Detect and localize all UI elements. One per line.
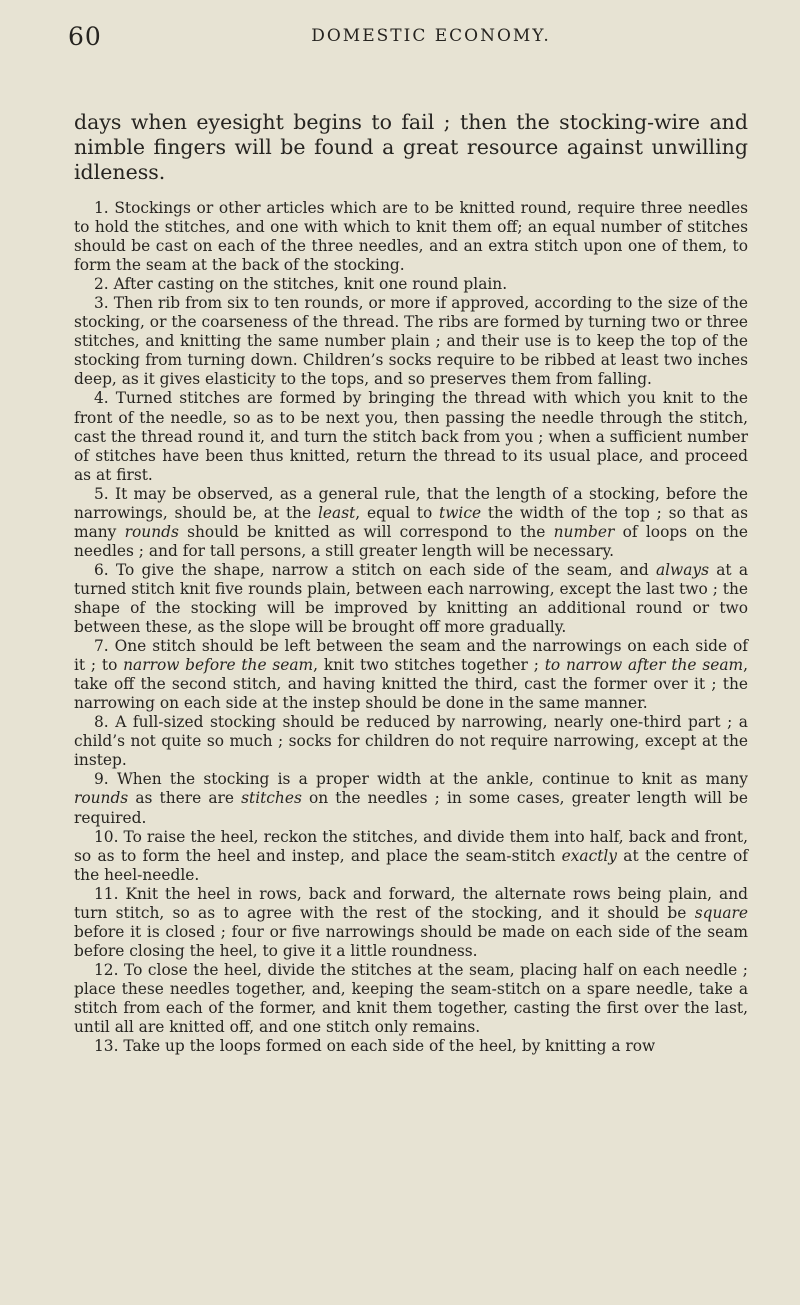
rule-text: To close the heel, divide the stitches at the seam, placing half on each needle ; place these needles together, and, keeping the seam-stitch on a spare needle, take a stitch from each of the former, and knit them together, casting the first over the last, until all are knitted off, and one stitch only remains. <box>74 960 748 1037</box>
rule-text: at a turned stitch knit five rounds plain, between each narrowing, except the last two ; the shape of the stocking will be improved by knitting an additional round or two between these, as the slope will be brought off more gradually. <box>74 560 748 637</box>
rule-number: 12. <box>94 960 119 979</box>
intro-paragraph: days when eyesight begins to fail ; then the stocking-wire and nimble fingers will be found a great resource against unwilling idleness. <box>74 110 748 184</box>
rule-paragraph <box>74 389 748 484</box>
rule-text: should be knitted as will correspond to the <box>178 522 554 541</box>
rule-number: 4. <box>94 389 109 408</box>
knitting-rules <box>74 199 748 1056</box>
page-number: 60 <box>68 22 102 51</box>
rule-paragraph <box>74 637 748 713</box>
rule-text: Take up the loops formed on each side of the heel, by knitting a row <box>123 1037 656 1056</box>
rule-number: 1. <box>94 199 109 217</box>
rule-emphasis: to narrow after the seam <box>544 656 744 675</box>
rule-number: 6. <box>94 560 109 579</box>
rule-paragraph <box>74 770 748 827</box>
rule-number: 9. <box>94 770 109 789</box>
rule-text: A full-sized stocking should be reduced by narrowing, nearly one-third part ; a child’s not quite so much ; socks for children do not require narrowing, except at the instep. <box>74 713 748 770</box>
rule-number: 10. <box>94 827 119 846</box>
rule-text: , take off the second stitch, and having knitted the third, cast the former over it ; the narrowing on each side at the instep should be done in the same manner. <box>74 656 748 713</box>
rule-emphasis: rounds <box>74 789 129 808</box>
rule-text: Knit the heel in rows, back and forward, the alternate rows being plain, and turn stitch, so as to agree with the rest of the stocking, and it should be <box>74 884 748 922</box>
rule-number: 11. <box>94 884 119 903</box>
rule-text: , equal to <box>355 503 440 522</box>
rule-paragraph <box>74 828 748 885</box>
rule-emphasis: stitches <box>241 789 302 808</box>
running-head: DOMESTIC ECONOMY. <box>311 26 551 46</box>
rule-text: , knit two stitches together ; <box>313 656 545 675</box>
rule-paragraph <box>74 275 748 294</box>
rule-number: 2. <box>94 275 109 294</box>
rule-emphasis: square <box>694 903 748 922</box>
rule-paragraph <box>74 961 748 1037</box>
rule-paragraph <box>74 885 748 961</box>
rule-text: on the needles ; in some cases, greater length will be required. <box>74 789 748 827</box>
page-header <box>68 22 748 62</box>
rule-emphasis: least <box>317 503 356 522</box>
rule-text: the width of the top ; so that as many <box>74 503 748 541</box>
rule-emphasis: always <box>655 560 709 579</box>
rule-text: of loops on the needles ; and for tall persons, a still greater length will be necessary. <box>74 522 749 560</box>
rule-text: To raise the heel, reckon the stitches, and divide them into half, back and front, so as to form the heel and instep, and place the seam-stitch <box>74 827 748 865</box>
rule-emphasis: twice <box>439 503 482 522</box>
rule-text: When the stocking is a proper width at the ankle, continue to knit as many <box>116 770 748 789</box>
rule-number: 7. <box>94 637 109 656</box>
rule-text: as there are <box>128 789 242 808</box>
rule-text: before it is closed ; four or five narrowings should be made on each side of the seam before closing the heel, to give it a little roundness. <box>74 922 748 960</box>
rule-number: 3. <box>94 294 109 313</box>
rule-paragraph <box>74 199 748 275</box>
rule-paragraph <box>74 1037 748 1056</box>
rule-text: To give the shape, narrow a stitch on each side of the seam, and <box>115 560 656 579</box>
rule-paragraph <box>74 294 748 389</box>
rule-text: at the centre of the heel-needle. <box>74 846 748 884</box>
rule-number: 8. <box>94 713 109 732</box>
rule-text: It may be observed, as a general rule, that the length of a stocking, before the narrowings, should be, at the <box>74 484 748 522</box>
rule-emphasis: rounds <box>124 522 179 541</box>
rule-paragraph <box>74 561 748 637</box>
rule-text: Turned stitches are formed by bringing the thread with which you knit to the front of the needle, so as to be next you, then passing the needle through the stitch, cast the thread round it, and turn the stitch back from you ; when a sufficient number of stitches have been thus knitted, return the thread to its usual place, and proceed as at first. <box>74 389 748 484</box>
rule-text: Stockings or other articles which are to be knitted round, require three needles to hold the stitches, and one with which to knit them off; an equal number of stitches should be cast on each of the three needles, and an extra stitch upon one of them, to form the seam at the back of the stocking. <box>74 199 748 275</box>
rule-paragraph <box>74 485 748 561</box>
rule-text: After casting on the stitches, knit one round plain. <box>113 275 508 294</box>
rule-number: 5. <box>94 484 109 503</box>
rule-emphasis: number <box>553 522 615 541</box>
rule-emphasis: exactly <box>561 846 617 865</box>
rule-paragraph <box>74 713 748 770</box>
rule-emphasis: narrow before the seam <box>123 656 314 675</box>
rule-number: 13. <box>94 1037 119 1056</box>
rule-text: Then rib from six to ten rounds, or more if approved, according to the size of the stocking, or the coarseness of the thread. The ribs are formed by turning two or three stitches, and knitting the same number plain ; and their use is to keep the top of the stocking from turning down. Children’s socks require to be ribbed at least two inches deep, as it gives elasticity to the tops, and so preserves them from falling. <box>74 294 748 389</box>
rule-text: One stitch should be left between the seam and the narrowings on each side of it ; to <box>74 637 748 675</box>
